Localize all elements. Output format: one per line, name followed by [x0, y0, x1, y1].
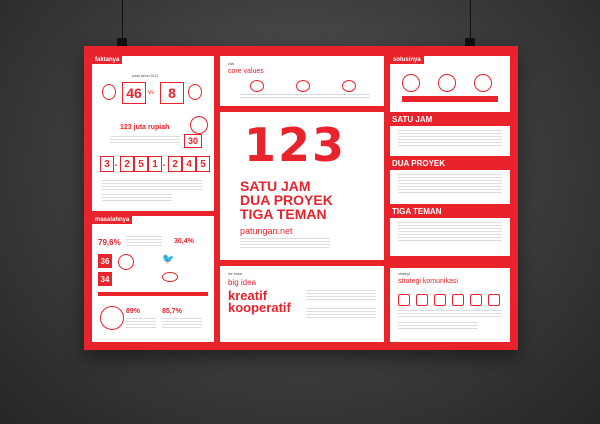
digit: 4 [182, 156, 196, 172]
pct-85-7: 85,7% [162, 308, 182, 315]
text-lines [110, 136, 180, 144]
ribbon-satu-jam: SATU JAM [386, 112, 512, 126]
digit: 5 [134, 156, 148, 172]
title-satu-jam: SATU JAM [240, 178, 311, 194]
digit: 5 [196, 156, 210, 172]
text-lines [126, 318, 156, 328]
media-icon [488, 294, 500, 306]
text-lines [398, 222, 502, 242]
stat-46: 46 [122, 82, 146, 104]
strategi-small: strategi [398, 272, 410, 276]
hand-icon [342, 80, 356, 92]
num-34: 34 [98, 272, 112, 286]
media-icon [452, 294, 464, 306]
handshake-icon [250, 80, 264, 92]
twitter-bird-icon: 🐦 [162, 254, 175, 265]
person-face-icon [438, 74, 456, 92]
counter-30: 30 [184, 134, 202, 148]
infographic-poster [84, 46, 518, 350]
media-icon [470, 294, 482, 306]
main-title-panel [220, 112, 384, 260]
pct-89: 89% [126, 308, 141, 315]
text-lines [398, 174, 502, 194]
digit: 2 [120, 156, 134, 172]
text-lines [398, 130, 502, 146]
stat-8: 8 [160, 82, 184, 104]
digit: 3 [100, 156, 114, 172]
text-lines [240, 238, 330, 250]
media-icon [416, 294, 428, 306]
masalahnya-tag: masalahnya [92, 216, 132, 224]
big-idea-title: big idea [228, 278, 257, 287]
ribbon-dua-proyek: DUA PROYEK [386, 156, 512, 170]
text-lines [102, 180, 202, 190]
text-lines [306, 290, 376, 302]
site-name: patungan.net [240, 226, 293, 236]
pct-30-4: 30,4% [174, 238, 194, 245]
media-icon [398, 294, 410, 306]
person-face-icon [402, 74, 420, 92]
hanging-string-right [470, 0, 471, 40]
person-icon [118, 254, 134, 270]
text-lines [398, 310, 502, 318]
fist-icon-right [188, 84, 202, 100]
faktanya-panel [92, 56, 214, 211]
pct-79-6: 79,6% [98, 238, 121, 247]
divider-bar [98, 292, 208, 296]
big-idea-small: ide besar [228, 272, 243, 276]
fist-icon-left [102, 84, 116, 100]
lightbulb-icon [296, 80, 310, 92]
text-lines [398, 322, 478, 330]
face-icon [190, 116, 208, 134]
core-values-panel [220, 56, 384, 106]
core-values-title: core values [228, 68, 264, 75]
juta-rupiah: 123 juta rupiah [120, 124, 170, 131]
solusinya-panel [390, 56, 510, 256]
digit-separator: . [162, 157, 166, 169]
hanging-string-left [122, 0, 123, 40]
text-lines [102, 194, 172, 202]
down-arrow-icon [446, 260, 454, 265]
digit-separator: . [114, 157, 118, 169]
digit-counter [100, 156, 210, 172]
strategi-panel [390, 268, 510, 342]
text-lines [240, 94, 370, 100]
ribbon-tiga-teman: TIGA TEMAN [386, 204, 512, 218]
title-tiga-teman: TIGA TEMAN [240, 206, 327, 222]
year-note: pada tahun 2013 [132, 74, 159, 78]
eye-icon [162, 272, 178, 282]
big-123: 123 [244, 118, 347, 172]
text-lines [306, 308, 376, 320]
kooperatif-word: kooperatif [228, 300, 291, 315]
digit: 1 [148, 156, 162, 172]
num-36: 36 [98, 254, 112, 268]
title-dua-proyek: DUA PROYEK [240, 192, 333, 208]
text-lines [126, 236, 162, 246]
masalahnya-panel [92, 216, 214, 342]
text-lines [162, 318, 202, 328]
down-arrow-icon [406, 260, 414, 265]
solusinya-tag: solusinya [390, 56, 424, 64]
big-idea-panel [220, 266, 384, 342]
media-icon [434, 294, 446, 306]
pie-chart-icon [100, 306, 124, 330]
stat-vs: vs [148, 90, 154, 96]
person-face-icon [474, 74, 492, 92]
core-values-small: nilai [228, 62, 235, 66]
kreatif-word: kreatif [228, 288, 268, 303]
faktanya-tag: faktanya [92, 56, 122, 64]
down-arrow-icon [486, 260, 494, 265]
solution-banner [402, 96, 498, 102]
strategi-title: strategi komunikasi [398, 278, 458, 285]
digit: 2 [168, 156, 182, 172]
